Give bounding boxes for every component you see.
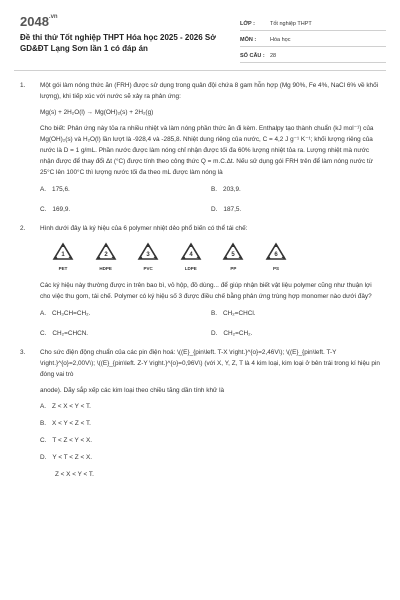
recycling-symbol-ldpe: [180, 242, 202, 274]
symbol-number: 1: [61, 252, 65, 258]
meta-row-class: [240, 18, 386, 31]
option-text: CH₃CH=CH₂.: [52, 310, 91, 317]
option-text: 175,6.: [52, 186, 70, 193]
symbol-label: HDPE: [99, 266, 112, 271]
meta-key: SỐ CÂU :: [240, 53, 265, 59]
option-letter: B.: [211, 186, 218, 193]
option-b[interactable]: [211, 184, 382, 195]
option-b[interactable]: [40, 418, 382, 429]
recycle-triangle-icon: [180, 242, 202, 262]
meta-row-subject: [240, 34, 386, 47]
option-a[interactable]: [40, 184, 211, 195]
meta-value: Tốt nghiệp THPT: [270, 21, 312, 27]
header-divider: [14, 70, 386, 71]
recycling-symbols: [52, 242, 287, 274]
question-text: Một gói làm nóng thức ăn (FRH) được sử dụng trong quân đội chứa 8 gam hỗn hợp (Mg 90%, Fe 4%, NaCl 6% về khối lượng), khi tiếp xúc với nước sẽ xảy ra phản ứng:: [40, 82, 379, 100]
option-letter: B.: [40, 420, 47, 427]
symbol-number: 3: [146, 252, 150, 258]
recycle-triangle-icon: [95, 242, 117, 262]
recycle-triangle-icon: [265, 242, 287, 262]
option-letter: A.: [40, 310, 47, 317]
exam-header: [14, 8, 386, 66]
option-text: CH₂=CH₂.: [223, 330, 253, 337]
symbol-number: 2: [103, 252, 108, 258]
symbol-label: PS: [272, 266, 279, 271]
option-letter: C.: [40, 330, 47, 337]
recycling-symbol-ps: [265, 242, 287, 274]
option-a[interactable]: [40, 308, 211, 319]
option-text: 169,9.: [52, 206, 71, 213]
option-letter: A.: [40, 186, 47, 193]
meta-row-count: [240, 50, 386, 63]
question-3: [20, 347, 382, 480]
logo-text: 2048: [20, 14, 49, 29]
option-text: X < Y < Z < T.: [52, 420, 91, 427]
question-text: Hình dưới đây là ký hiệu của 6 polymer nhiệt dẻo phổ biến có thể tái chế:: [40, 225, 248, 232]
answer-options: [40, 308, 382, 339]
meta-value: Hóa học: [270, 37, 291, 43]
option-c[interactable]: [40, 435, 382, 446]
option-text: 187,5.: [223, 206, 242, 213]
option-text: Z < X < Y < T.: [52, 403, 91, 410]
reaction-equation: Mg(s) + 2H₂O(l) → Mg(OH)₂(s) + 2H₂(g): [40, 109, 154, 116]
question-number: 1.: [20, 82, 26, 89]
symbol-label: LDPE: [184, 266, 197, 271]
option-letter: B.: [211, 310, 218, 317]
question-list: [20, 80, 382, 488]
option-letter: A.: [40, 403, 47, 410]
option-letter: D.: [211, 206, 218, 213]
site-logo[interactable]: [20, 14, 58, 29]
recycling-symbol-pvc: [137, 242, 159, 274]
symbol-number: 6: [274, 252, 278, 258]
option-text: CH₂=CHCN.: [52, 330, 89, 337]
option-text: T < Z < Y < X.: [52, 437, 93, 444]
recycle-triangle-icon: [137, 242, 159, 262]
option-text: CH₂=CHCl.: [223, 310, 256, 317]
recycling-symbol-pet: [52, 242, 74, 274]
answer-extra-line: Z < X < Y < T.: [55, 471, 94, 478]
recycle-triangle-icon: [52, 242, 74, 262]
option-text: 203,9.: [223, 186, 241, 193]
recycling-symbol-pp: [222, 242, 244, 274]
option-letter: C.: [40, 206, 47, 213]
question-detail: Các ký hiệu này thường được in trên bao bì, vỏ hộp, đồ dùng... để giúp nhận biết vật liệu polymer cũng như thuận lợi cho việc thu gom, tái chế. Polymer có ký hiệu số 3 được điều chế bằng phản ứng trùng hợp monomer nào dưới đây?: [40, 282, 372, 300]
option-a[interactable]: [40, 401, 382, 412]
option-text: Y < T < Z < X.: [52, 454, 93, 461]
option-d[interactable]: [211, 328, 382, 339]
exam-meta: [240, 18, 386, 66]
question-detail: Cho biết: Phản ứng này tỏa ra nhiều nhiệt và làm nóng phần thức ăn đi kèm. Enthalpy tạo thành chuẩn (kJ mol⁻¹) của Mg(OH)₂(s) và H₂O(l) lần lượt là -928,4 và -285,8. Nhiệt dung riêng của nước, C = 4,2 J g⁻¹ K⁻¹; khối lượng riêng của nước là D = 1 g/mL. Phần nước được làm nóng chỉ nhận được tối đa 60% lượng nhiệt tỏa ra. Lượng nhiệt mà nước nhận được để thay đổi Δt (°C) được tính theo công thức Q = m.C.Δt. Nếu sử dụng gói FRH trên để làm nóng nước từ 25°C lên 100°C thì lượng nước tối đa theo mL được làm nóng là: [40, 125, 374, 176]
symbol-label: PET: [58, 266, 68, 271]
recycle-triangle-icon: [222, 242, 244, 262]
meta-key: MÔN :: [240, 37, 257, 43]
option-letter: C.: [40, 437, 47, 444]
option-c[interactable]: [40, 204, 211, 215]
meta-key: LỚP :: [240, 21, 255, 27]
symbol-label: PP: [230, 266, 237, 271]
option-letter: D.: [211, 330, 218, 337]
option-b[interactable]: [211, 308, 382, 319]
symbol-number: 5: [231, 252, 236, 258]
meta-value: 28: [270, 53, 277, 59]
option-d[interactable]: [211, 204, 382, 215]
symbol-label: PVC: [143, 266, 153, 271]
logo-suffix: .vn: [48, 14, 58, 20]
question-number: 3.: [20, 349, 26, 356]
answer-options: [40, 184, 382, 215]
question-1: [20, 80, 382, 215]
answer-options: [40, 401, 382, 480]
question-text: Cho sức điện động chuẩn của các pin điện hoá: \((E}_{pin\left. T-X \right.}^{o}=2,46V\); \((E}_{pin\left. T-Y \right.}^{o}=2,00V\); \((E}_{pin\left. Z-Y \right.}^{o}=0,96V\) (với X, Y, Z, T là 4 kim loại, kim loại ở bên trái trong kí hiệu pin đóng vai trò: [40, 349, 380, 378]
symbol-number: 4: [189, 252, 193, 258]
question-number: 2.: [20, 225, 26, 232]
recycling-symbol-hdpe: [95, 242, 117, 274]
option-c[interactable]: [40, 328, 211, 339]
option-letter: D.: [40, 454, 47, 461]
question-text-continued: anode). Dãy sắp xếp các kim loại theo chiều tăng dần tính khử là: [40, 387, 225, 394]
exam-title: Đề thi thử Tốt nghiệp THPT Hóa học 2025 - 2026 Sở GD&ĐT Lạng Sơn lần 1 có đáp án: [20, 33, 216, 53]
question-2: [20, 223, 382, 339]
option-d[interactable]: [40, 452, 382, 463]
